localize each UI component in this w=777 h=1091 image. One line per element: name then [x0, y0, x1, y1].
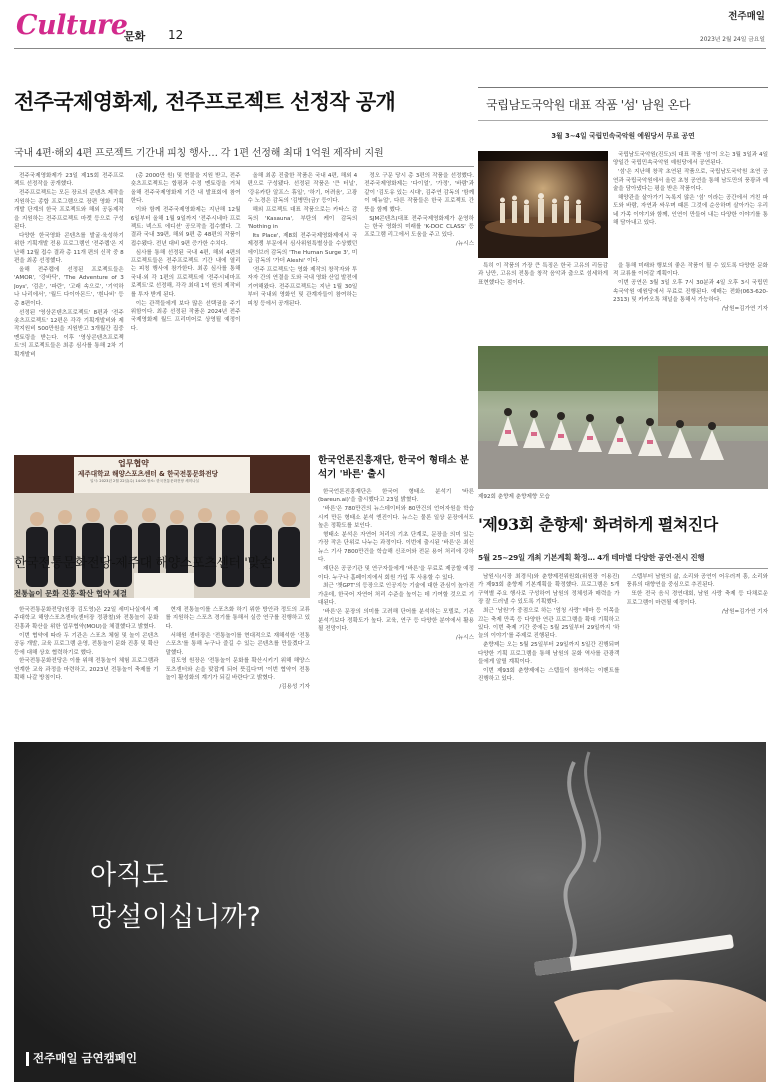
- lead-headline: 전주국제영화제, 전주프로젝트 선정작 공개: [14, 89, 396, 114]
- mou-headline: 한국전통문화전당-제주대 해양스포츠센터 '맞손': [14, 556, 275, 571]
- chunhyang-headline: '제93회 춘향제' 화려하게 펼쳐진다: [478, 515, 718, 534]
- chunhyang-byline: /남원=김가연 기자: [721, 608, 768, 615]
- chunhyang-para: 남원시(시장 최경식)와 춘향제전위원회(위원장 이용진)가 제93회 춘향제 기본계획을 확정했다. 프로그램은 5개 구역별 주요 행사로 구성하여 남원의 정체성과 매력을 가장 잘 드러낼 수 있도록 기획했다.: [478, 574, 620, 606]
- page-number: 12: [168, 28, 184, 42]
- lead-col-2: [131, 172, 241, 444]
- mou-subheadline: 전통놀이 문화 진흥·확산 협약 체결: [14, 589, 128, 598]
- gugak-col-c: [613, 262, 768, 338]
- gugak-subheadline: 3월 3~4일 국립민속국악원 예원당서 무료 공연: [551, 132, 695, 140]
- lead-body: [14, 172, 474, 444]
- kpf-para: 한국언론진흥재단은 한국어 형태소 분석기 '바른(bareun.ai)'을 출시했다고 23일 밝혔다.: [318, 489, 474, 504]
- mou-col-1: [14, 606, 159, 734]
- mou-para: 이번 협약에 따라 두 기관은 스포츠 체험 및 놀이 콘텐츠 공동 개발, 교육 프로그램 운영, 전통놀이 문화 진흥 및 확산 등에 대해 상호 협력하기로 했다.: [14, 632, 159, 656]
- stage-image: [478, 151, 608, 258]
- lead-para: SJM콘텐츠(대표 전주국제영화제가 운영하는 한국 영화의 미래를 'K-DOC CLASS' 등 프로그램 리그에서 도움을 주고 있다.: [364, 215, 474, 239]
- gugak-col-a: [613, 151, 768, 258]
- kpf-para: 재단은 공공기관 및 연구자들에게 '바른'을 무료로 제공할 예정이다. 누구나 홈페이지에서 회원 가입 후 사용할 수 있다.: [318, 566, 474, 581]
- chunhyang-para: 스텝부터 남원의 삶, 소리와 공연이 어우러져 흥, 소리와 풍류의 대향연을 중심으로 추진된다.: [626, 574, 768, 589]
- chunhyang-col-1: [478, 573, 620, 733]
- mou-para: 한국전통문화전당은 이를 위해 전통놀이 체험 프로그램과 연계한 교육 과정을 마련하고, 2023년 전통놀이 축제를 기획해 나갈 방침이다.: [14, 658, 159, 682]
- kpf-para: 형태소 분석은 자연어 처리의 기초 단계로, 문장을 의미 있는 가장 작은 단위로 나누는 과정이다. 이번에 출시된 '바른'은 최신 뉴스 기사 7800만건을 학습해 신조어와 전문 용어 처리에 강하다.: [318, 532, 474, 564]
- lead-rule: [14, 166, 474, 167]
- gugak-stage-photo: [478, 151, 608, 258]
- mou-para: 김도영 원장은 '전통놀이 문화를 확산시키기 위해 해양스포츠센터와 손을 맞잡게 되어 뜻깊다'며 '이번 협약이 전통놀이 활성화의 계기가 되길 바란다'고 밝혔다.: [165, 658, 310, 682]
- gugak-col-b: [478, 262, 608, 338]
- ceremony-image: [478, 346, 768, 489]
- mou-banner-title: 제주대학교 해양스포츠센터 & 한국전통문화전당: [78, 470, 219, 478]
- kpf-headline: 한국언론진흥재단, 한국어 형태소 분석기 '바른' 출시: [318, 455, 469, 480]
- lead-subheadline: 국내 4편·해외 4편 프로젝트 기간내 피칭 행사… 각 1편 선정해 최대 1억원 제작비 지원: [14, 148, 384, 159]
- campaign-line-2: 망설이십니까?: [90, 902, 261, 933]
- campaign-label: 전주매일 금연캠페인: [33, 1051, 137, 1065]
- lead-para: 해외 프로젝트 대표 작품으로는 카타스 감독의 'Kasauna', 부탄의 케이 감독의 'Nothing in: [247, 207, 358, 230]
- lead-para: 이와 함께 전주국제영화제는 지난해 12월 6일부터 올해 1월 9일까지 '전주시네마 프로젝트: 넥스트 에디션' 공모작을 접수했다. 그 결과 국내 39편, 해외 9편 총 48편의 작품이 접수됐다. 전년 대비 9편 증가한 수치다.: [130, 207, 241, 247]
- chunhyang-subheadline: 5월 25~29일 개최 기본계획 확정… 4개 테마별 다양한 공연·전시 진행: [478, 553, 705, 562]
- lead-col-4: [364, 172, 474, 444]
- lead-para: 전주국제영화제가 23일 제15회 전주프로젝트 선정작을 공개했다.: [14, 173, 124, 188]
- chunhyang-rule: [478, 568, 768, 569]
- gugak-para: 특히 이 작품의 가장 큰 특징은 한국 고유의 리듬감과 낭만, 고유의 전통을 창작 음악과 춤으로 섬세하게 표현했다는 점이다.: [478, 263, 608, 286]
- section-name: Culture: [16, 10, 128, 41]
- gugak-para: 이번 공연은 3월 3일 오후 7시 30분과 4일 오후 3시 국립민속국악원 예원당에서 무료로 진행된다. 예매는 전화(063-620-2313) 및 카카오톡 채널을 통해서 가능하다.: [613, 280, 768, 304]
- lead-para: 올해 최종 진출한 작품은 국내 4편, 해외 4편으로 구성됐다. 선정된 작품은 '큰 터널', '강유카탄 알프스 휴일', '하기, 어려움', 고광수 노경은 감독의 '김병만(금)' 등이다.: [247, 173, 358, 205]
- paper-name: 전주매일: [728, 11, 765, 22]
- campaign-line-1: 아직도: [90, 860, 169, 891]
- lead-para: Its Place', 제8회 전주국제영화제에서 국제경쟁 부문에서 심사위원특별상을 수상했던 에이브러 감독의 'The Human Surge 3', 미 급 감독의 '가더 Aleshi' 이다.: [247, 232, 358, 265]
- gugak-para: 국립남도국악원(진도)의 대표 작품 '섬'이 오는 3월 3일과 4일 양일간 국립민속국악원 예원당에서 공연된다.: [613, 152, 768, 167]
- mou-para: 한국전통문화전당(원장 김도영)은 22일 세미나실에서 제주대학교 해양스포츠센터(센터장 정광철)와 전통놀이 문화 진흥과 확산을 위한 업무협약(MOU)을 체결했다고 밝혔다.: [14, 607, 159, 630]
- mou-para: 현재 전통놀이를 스포츠화 하기 위한 방안과 정도의 교류를 지원하는 스포츠 경기를 통해서 실증 연구를 진행하고 있다.: [165, 607, 310, 630]
- lead-col-1: [14, 172, 124, 444]
- mou-byline: /김용성 기자: [279, 684, 310, 691]
- gugak-para: 해양관을 살아가기 녹록지 않은 '섬' 이라는 공간에서 거친 파도와 바람, 자연과 싸우며 때론 그것에 순응하며 살아가는 우리네 가족 이야기와 함께, 인연이 만들어 내는 다양한 이야기를 통해 담아내고 있다.: [613, 195, 768, 227]
- kpf-para: '바른'은 780만건의 뉴스데이터와 80만건의 언어자원을 학습시켜 만든 형태소 분석 엔진이다. 뉴스는 물론 일상 문장에서도 높은 정확도를 보인다.: [318, 506, 474, 530]
- chunhyang-body: [478, 573, 768, 733]
- chunhyang-para: 이번 제93회 춘향제에는 스텝들이 참여하는 이벤트를 진행하고 있다.: [478, 667, 620, 683]
- chunhyang-para: 최근 '남원'가 중점으로 하는 '엄청 사랑' 테마 등 이목을 끄는 축제 만족 등 다양한 연관 프로그램을 확대 기획하고 있다. 이번 축제 기간 중에는 5월 25일부터 29일까지 '하늘의 이야기'를 주제로 진행된다.: [478, 608, 620, 640]
- lead-col-3: [248, 172, 358, 444]
- mou-para: 서해원 센터장은 '전통놀이를 현대적으로 재해석한 '전통스포츠'를 통해 누구나 즐길 수 있는 콘텐츠를 만들겠다'고 말했다.: [165, 632, 310, 656]
- lead-para: 정오 구문 당시 총 3편의 작품을 선정했다. 전주국제영화제는 '다이얼', '가정', '바람'과 같이 '김도유 있는 시대', 김주연 감독의 '함께 이 메뉴얼', 다른 작품들은 한국 프로젝트 간 뜻을 함께 했다.: [364, 173, 474, 213]
- gugak-byline: /남원=김가연 기자: [721, 306, 768, 313]
- lead-para: 이는 관객들에게 보다 많은 선택권을 주기 위함이다. 최종 선정된 작품은 2024년 전주국제영화제 월드 프리미어로 상영될 예정이다.: [130, 300, 241, 332]
- chunhyang-photo-caption: 제92회 춘향제 춘향제향 모습: [478, 494, 550, 500]
- kpf-byline: /뉴시스: [455, 634, 474, 641]
- lead-para: '전주 프로젝트'는 영화 제작의 창작자와 투자자 간의 연결을 도와 국내 영화 산업 발전에 기여해왔다. 전주프로젝트는 지난 1월 30일부터 국내외 영화인 및 관계자들이 참여하는 피칭 등에서 공개된다.: [247, 266, 358, 307]
- kpf-body: [318, 488, 474, 734]
- campaign-label-bar: [26, 1052, 29, 1066]
- lead-para: (총 2000만 원) 및 현물을 지원 받고, 전주숏츠프로젝트는 합평과 수정 멘토링을 거쳐 올해 전주국제영화제 기간 내 발표회에 참여한다.: [130, 173, 241, 205]
- mou-banner-sub: 일시: 2023년 2월 22일(수) 14:00 장소: 한국전통문화전당 세미나실: [90, 479, 200, 483]
- mou-body: [14, 606, 310, 734]
- kpf-para: 최근 '챗GPT'의 등장으로 인공지능 기술에 대한 관심이 높아진 가운데, 한국어 자연어 처리 수준을 높이는 데 기여할 것으로 기대된다.: [318, 583, 474, 607]
- gugak-headline: 국립남도국악원 대표 작품 '섬' 남원 온다: [486, 98, 691, 112]
- issue-date: 2023년 2월 24일 금요일: [700, 37, 765, 43]
- lead-para: 전주프로젝트는 모든 장르의 콘텐츠 제작을 지원하는 종합 프로그램으로 장편 영화 기획개발 단계의 한국 프로젝트와 해외 공동제작을 지원하는 전주프로젝트 마켓 등으로 구성된다.: [14, 190, 124, 230]
- campaign-headline: [90, 855, 261, 939]
- lead-byline: /뉴시스: [455, 241, 474, 248]
- mou-banner-label: 업무협약: [118, 459, 149, 468]
- gugak-para: '섬'은 지난해 창작 초연된 작품으로, 국립남도국악원 초연 공연과 국립국악원에서 올린 초청 공연을 통해 남도만의 풍광과 예술을 담아냈다는 평을 받은 작품이다.: [613, 169, 768, 193]
- chunhyang-ceremony-photo: [478, 346, 768, 489]
- header-rule: [14, 48, 766, 49]
- chunhyang-col-2: [627, 573, 769, 733]
- chunhyang-para: 또한 전국 음식 경연대회, 남원 사랑 축제 등 다채로운 프로그램이 마련될 예정이다.: [626, 591, 768, 606]
- lead-para: 심사를 통해 선정된 국내 4편, 해외 4편의 프로젝트들은 전주프로젝트 기간 내에 열리는 피칭 행사에 참가한다. 최종 심사를 통해 국내·외 각 1편의 프로젝트에 '전주시네마프로젝트'로 선정해, 각각 최대 1억 원의 제작비를 투자 받게 된다.: [130, 249, 241, 298]
- section-label: 문화: [124, 30, 146, 43]
- lead-para: 다양한 한국영화 콘텐츠를 발굴·육성하기 위한 기획개발 전용 프로그램인 '전주랩'은 지난해 12월 접수 결과 총 11개 편의 신작 중 8편을 최종 선정했다.: [14, 232, 124, 265]
- mou-col-2: [166, 606, 311, 734]
- lead-para: 선정된 '영상콘텐츠프로젝트' 8편과 '전주숏츠프로젝트' 12편은 각각 기획개발비와 제작지원비 500만원을 지원받고 3개월간 집중 멘토링을 받는다. 이후 '영상콘텐츠프로젝트'의 프로젝트들은 최종 심사를 통해 2차 기획개발비: [14, 309, 124, 358]
- gugak-para: 을 통해 미래와 행보의 좋은 작품이 될 수 있도록 다양한 문화적 교류를 이어갈 계획이다.: [613, 263, 768, 278]
- chunhyang-para: 춘향제는 오는 5월 25일부터 29일까지 5일간 진행되며 다양한 기획 프로그램을 통해 남원의 문화 역사를 관광객들에게 알릴 계획이다.: [478, 642, 620, 666]
- lead-para: 올해 전주랩에 선정된 프로젝트들은 'AMOR', '강바닥', 'The Adventure of 3 Joys', '검은', '파란', '고래 속으로', '기억하나 나리에서', '월드 다이아몬드', '흰나비' 등 총 8편이다.: [14, 266, 124, 307]
- kpf-para: '바른'은 문장의 의미를 고려해 단어를 분석하는 모델로, 기존 분석기보다 정확도가 높다. 교육, 연구 등 다양한 분야에서 활용될 전망이다.: [318, 609, 474, 632]
